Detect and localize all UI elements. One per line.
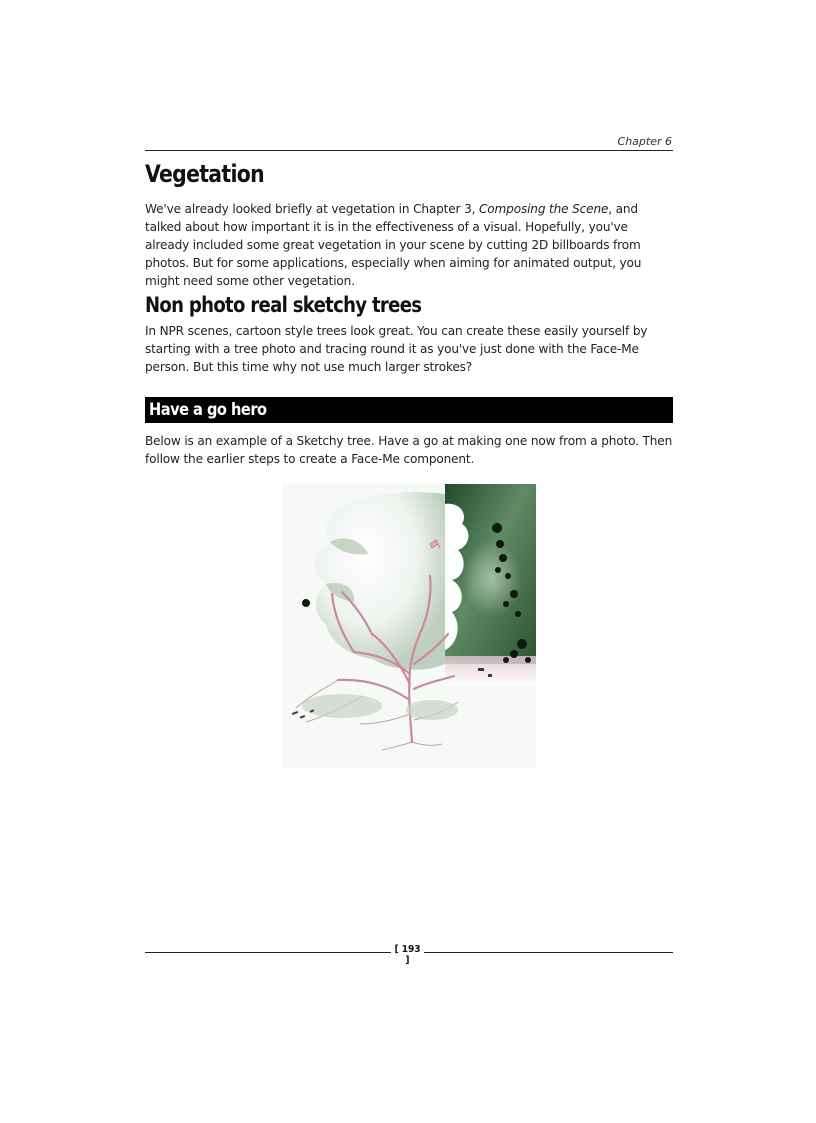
sketchy-tree-image: [282, 484, 536, 768]
hero-banner: [145, 397, 673, 423]
chapter-label: Chapter 6: [617, 135, 672, 148]
footer-rule-left: [145, 952, 391, 953]
section-title: Vegetation: [145, 160, 264, 188]
hero-paragraph: Below is an example of a Sketchy tree. Have a go at making one now from a photo. Then follow the earlier steps to create a Face-Me component.: [145, 434, 673, 466]
intro-text-part-2: , and talked about how important it is in the effectiveness of a visual. Hopefully, you've already included some great vegetation in your scene by cutting 2D billboards from photos. But for some applications, especially when aiming for animated output, you might need some other vegetation.: [145, 202, 642, 288]
header-rule: [145, 150, 673, 151]
dark-ground-band: [445, 656, 536, 686]
book-title-reference: Composing the Scene: [479, 202, 609, 216]
hero-title: Have a go hero: [149, 400, 267, 420]
intro-paragraph: [145, 200, 673, 290]
footer-rule-right: [424, 952, 673, 953]
subsection-title: Non photo real sketchy trees: [145, 293, 422, 317]
page-number: [ 193 ]: [394, 944, 421, 966]
subsection-paragraph: In NPR scenes, cartoon style trees look great. You can create these easily yourself by starting with a tree photo and tracing round it as you've just done with the Face-Me person. But this time why not use much larger strokes?: [145, 324, 648, 374]
intro-text-part-1: We've already looked briefly at vegetation in Chapter 3,: [145, 202, 479, 216]
foliage-highlight: [462, 541, 522, 617]
sketchy-tree-figure: [282, 484, 536, 768]
